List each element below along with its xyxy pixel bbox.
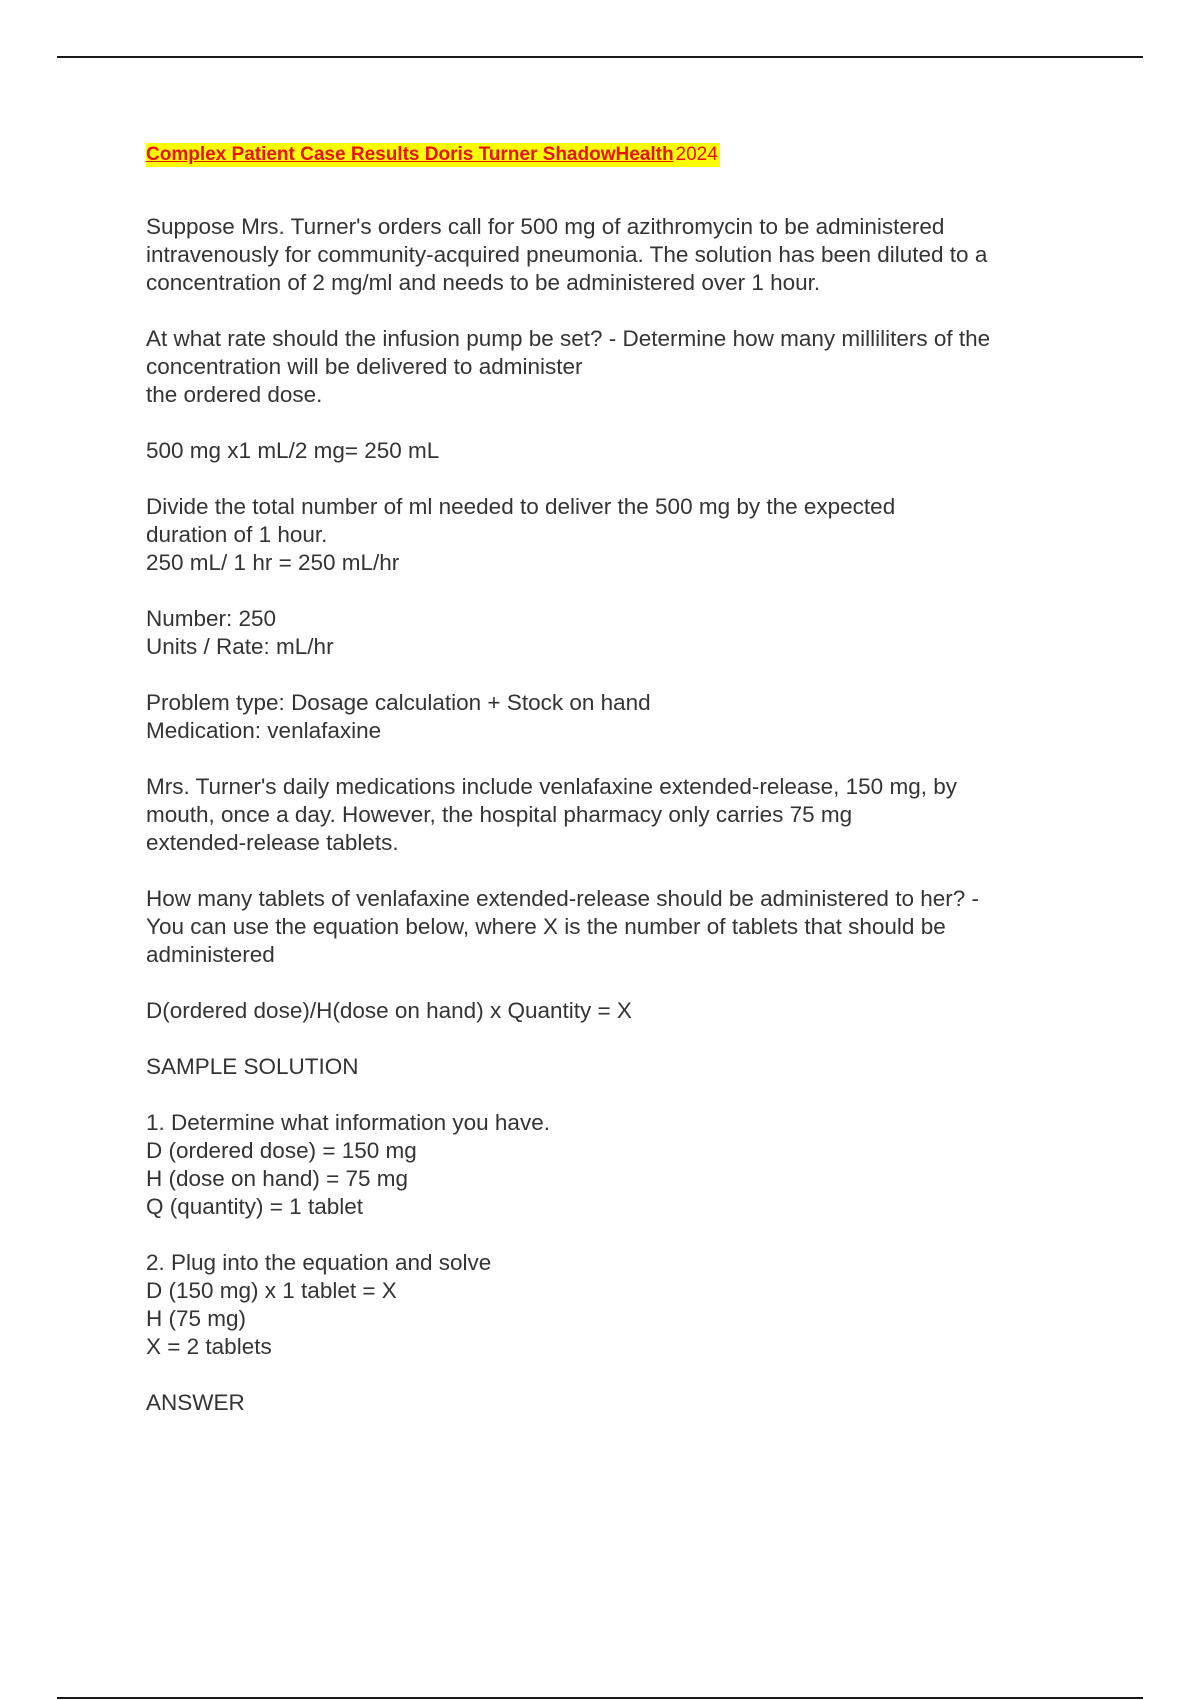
text-line: Medication: venlafaxine [146,718,382,743]
text-line: mouth, once a day. However, the hospital pharmacy only carries 75 mg [146,802,853,827]
text-line: H (75 mg) [146,1306,247,1331]
text-line: Units / Rate: mL/hr [146,634,334,659]
text-line: X = 2 tablets [146,1334,272,1359]
text-line: H (dose on hand) = 75 mg [146,1166,409,1191]
paragraph [146,773,1086,857]
text-line: Q (quantity) = 1 tablet [146,1194,363,1219]
text-line: D(ordered dose)/H(dose on hand) x Quantity = X [146,998,632,1023]
paragraph [146,493,1086,577]
text-line: You can use the equation below, where X is the number of tablets that should be [146,914,946,939]
text-line: At what rate should the infusion pump be set? - Determine how many milliliters of the [146,326,991,351]
paragraph [146,1249,1086,1361]
text-line: 500 mg x1 mL/2 mg= 250 mL [146,438,440,463]
document-title [146,143,1086,167]
text-line: extended-release tablets. [146,830,399,855]
paragraph [146,1053,1086,1081]
text-line: 250 mL/ 1 hr = 250 mL/hr [146,550,400,575]
text-line: D (ordered dose) = 150 mg [146,1138,417,1163]
title-highlight [146,143,720,167]
paragraph [146,437,1086,465]
text-line: How many tablets of venlafaxine extended-release should be administered to her? - [146,886,979,911]
paragraph [146,689,1086,745]
text-line: concentration of 2 mg/ml and needs to be administered over 1 hour. [146,270,821,295]
paragraph [146,1389,1086,1417]
bottom-divider [57,1697,1143,1699]
text-line: administered [146,942,275,967]
document-body [146,143,1086,1445]
text-line: concentration will be delivered to administer [146,354,583,379]
text-line: Divide the total number of ml needed to deliver the 500 mg by the expected [146,494,896,519]
text-line: D (150 mg) x 1 tablet = X [146,1278,397,1303]
text-line: Problem type: Dosage calculation + Stock on hand [146,690,651,715]
paragraph [146,885,1086,969]
text-line: ANSWER [146,1390,245,1415]
paragraph [146,997,1086,1025]
title-link[interactable]: Complex Patient Case Results Doris Turner ShadowHealth [146,144,674,165]
text-line: Mrs. Turner's daily medications include venlafaxine extended-release, 150 mg, by [146,774,957,799]
paragraph [146,605,1086,661]
title-year: 2024 [675,144,718,165]
paragraph [146,1109,1086,1221]
text-line: intravenously for community-acquired pneumonia. The solution has been diluted to a [146,242,988,267]
text-line: duration of 1 hour. [146,522,328,547]
text-line: the ordered dose. [146,382,323,407]
text-line: Suppose Mrs. Turner's orders call for 500 mg of azithromycin to be administered [146,214,945,239]
paragraph-list [146,213,1086,1417]
top-divider [57,56,1143,58]
text-line: Number: 250 [146,606,277,631]
text-line: 1. Determine what information you have. [146,1110,550,1135]
text-line: SAMPLE SOLUTION [146,1054,359,1079]
paragraph [146,213,1086,297]
paragraph [146,325,1086,409]
text-line: 2. Plug into the equation and solve [146,1250,492,1275]
